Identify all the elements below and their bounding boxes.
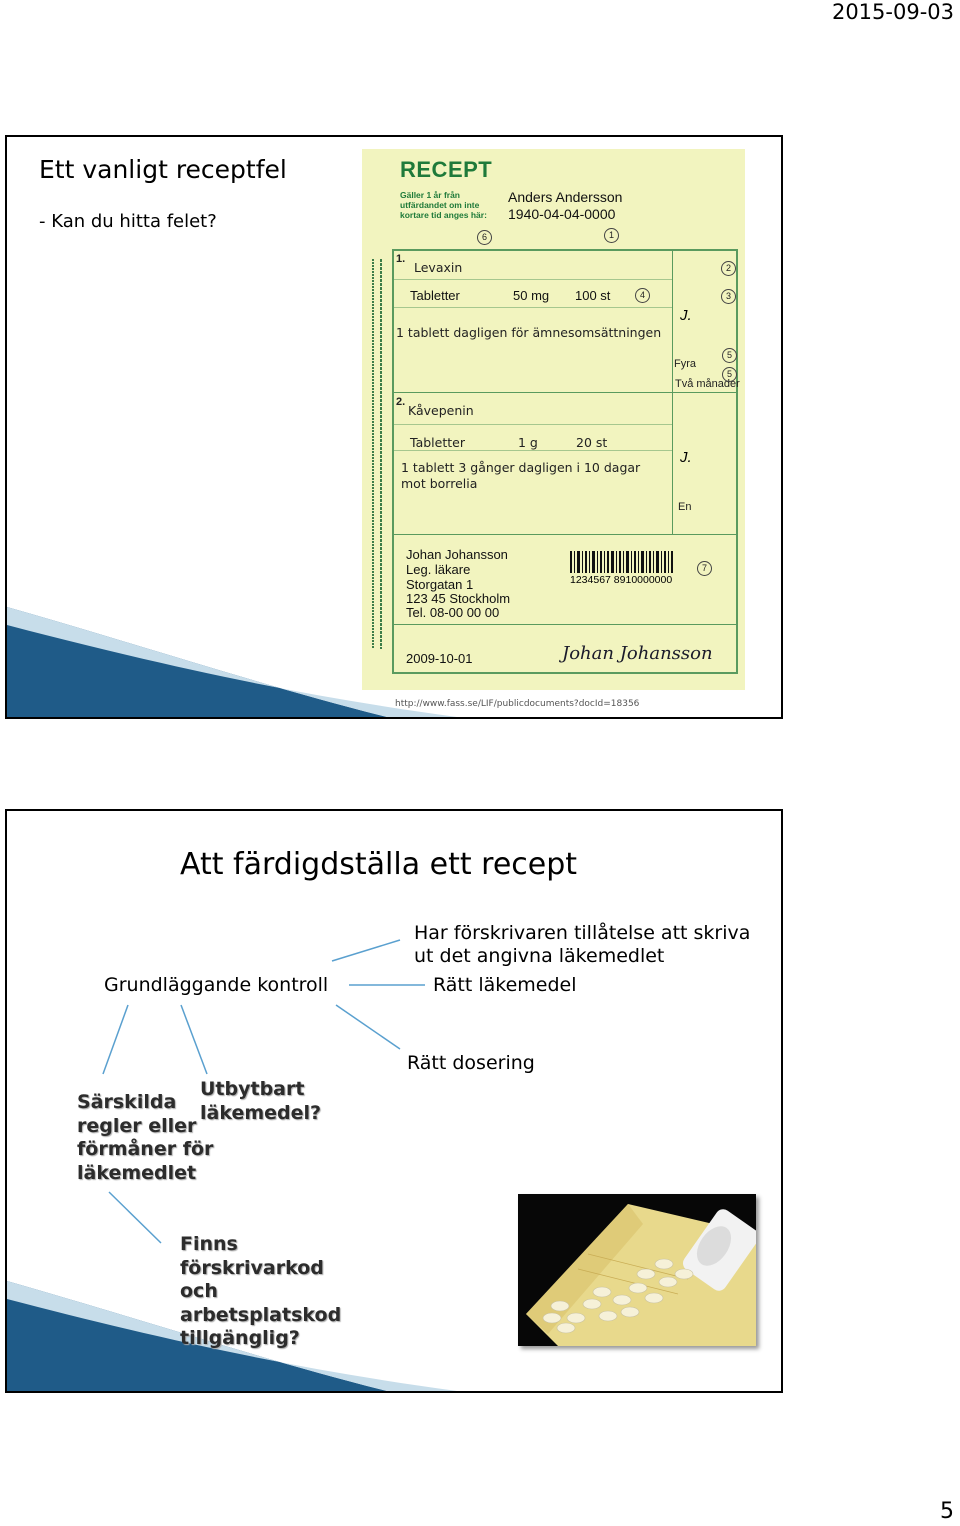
pharmacist-initial-1: J. bbox=[680, 307, 692, 324]
branch-dosage: Rätt dosering bbox=[407, 1052, 535, 1074]
item2-dosage-line1: 1 tablett 3 gånger dagligen i 10 dagar bbox=[401, 460, 641, 475]
item1-interval: Två månader bbox=[675, 378, 740, 390]
item2-dispense-count: En bbox=[678, 501, 692, 513]
marker-6: 6 bbox=[477, 230, 492, 245]
marker-4: 4 bbox=[635, 288, 650, 303]
item1-drug: Levaxin bbox=[414, 260, 463, 275]
branch-codes: Finns förskrivarkod och arbetsplatskod tillgänglig? bbox=[180, 1233, 342, 1349]
prescriber-signature: Johan Johansson bbox=[562, 643, 713, 664]
slide-title: Att färdigdställa ett recept bbox=[180, 847, 578, 882]
branch-authority-line1: Har förskrivaren tillåtelse att skriva bbox=[414, 922, 751, 944]
root-node: Grundläggande kontroll bbox=[104, 974, 329, 996]
marker-2: 2 bbox=[721, 261, 736, 276]
item1-number: 1. bbox=[396, 253, 406, 265]
marker-5a: 5 bbox=[722, 348, 737, 363]
source-url: http://www.fass.se/LIF/publicdocuments?docId=18356 bbox=[395, 699, 640, 709]
item2-dosage-line2: mot borrelia bbox=[401, 476, 478, 491]
page-number: 5 bbox=[940, 1499, 954, 1524]
item1-dispense-count: Fyra bbox=[674, 358, 696, 370]
item1-form: Tabletter bbox=[410, 288, 460, 303]
branch-interchangeable: Utbytbart läkemedel? bbox=[200, 1078, 322, 1124]
barcode-number: 1234567 8910000000 bbox=[570, 574, 673, 586]
item2-form: Tabletter bbox=[410, 435, 465, 450]
prescriber-phone: Tel. 08-00 00 00 bbox=[406, 605, 500, 620]
header-date: 2015-09-03 bbox=[831, 0, 954, 24]
branch-drug: Rätt läkemedel bbox=[433, 974, 577, 996]
item1-quantity: 100 st bbox=[575, 288, 611, 303]
slide-title: Ett vanligt receptfel bbox=[39, 155, 287, 184]
slide-receptfel bbox=[5, 135, 783, 719]
item2-strength: 1 g bbox=[518, 435, 538, 450]
recept-heading: RECEPT bbox=[400, 157, 493, 182]
prescriber-city: 123 45 Stockholm bbox=[406, 591, 511, 606]
validity-note: Gäller 1 år från utfärdandet om inte kortare tid anges här: bbox=[400, 190, 487, 220]
marker-3: 3 bbox=[721, 289, 736, 304]
side-legal-text bbox=[366, 249, 388, 659]
pills-photo bbox=[518, 1194, 756, 1346]
patient-name: Anders Andersson bbox=[508, 189, 623, 205]
pharmacist-initial-2: J. bbox=[680, 449, 692, 466]
barcode bbox=[570, 551, 674, 573]
marker-5b: 5 bbox=[722, 367, 737, 382]
prescriber-street: Storgatan 1 bbox=[406, 577, 474, 592]
patient-id: 1940-04-04-0000 bbox=[508, 206, 616, 222]
item2-drug: Kåvepenin bbox=[408, 403, 474, 418]
item2-quantity: 20 st bbox=[576, 435, 608, 450]
prescription-form bbox=[362, 149, 745, 690]
marker-7: 7 bbox=[697, 561, 712, 576]
item1-dosage: 1 tablett dagligen för ämnesomsättningen bbox=[396, 325, 662, 340]
marker-1: 1 bbox=[604, 228, 619, 243]
prescription-date: 2009-10-01 bbox=[406, 651, 473, 666]
branch-benefits: Särskilda regler eller förmåner för läkemedlet bbox=[77, 1091, 214, 1184]
prescriber-title: Leg. läkare bbox=[406, 562, 471, 577]
slide-fardigstalla bbox=[5, 809, 783, 1393]
slide-subtitle: - Kan du hitta felet? bbox=[39, 211, 217, 232]
item2-number: 2. bbox=[396, 396, 406, 408]
item1-strength: 50 mg bbox=[513, 288, 550, 303]
prescriber-name: Johan Johansson bbox=[406, 547, 508, 562]
branch-authority-line2: ut det angivna läkemedlet bbox=[414, 945, 665, 967]
